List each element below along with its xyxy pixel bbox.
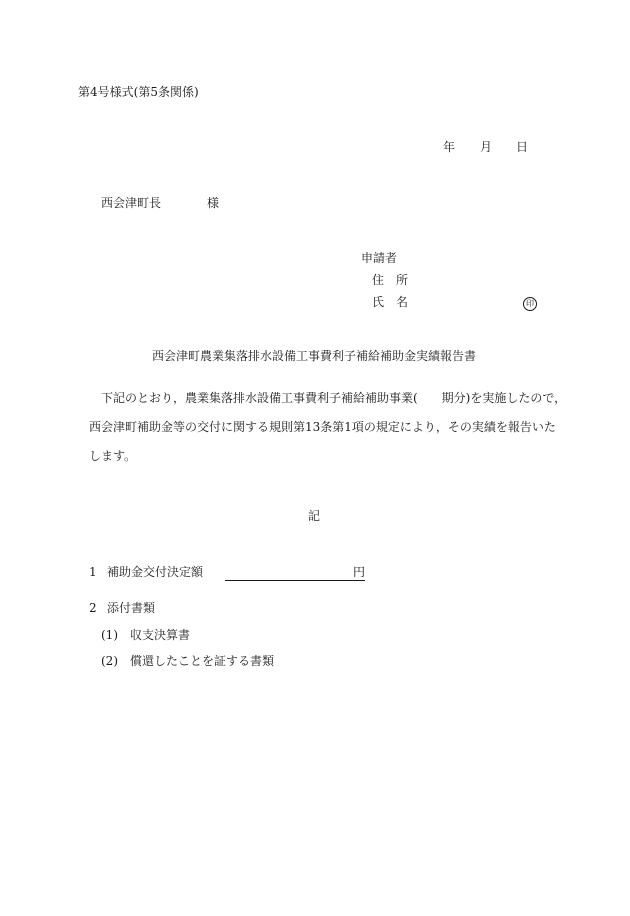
date-day: 日 <box>516 140 529 154</box>
report-title: 西会津町農業集落排水設備工事費利子補給補助金実績報告書 <box>152 349 477 363</box>
applicant-name-label: 氏 名 <box>372 295 409 309</box>
addressee-name: 西会津町長 <box>101 196 162 210</box>
seal-mark <box>523 294 537 311</box>
body-line-1: 下記のとおり，農業集落排水設備工事費利子補給補助事業( 期分)を実施したので， <box>101 391 567 405</box>
item2-number: 2 <box>89 601 97 615</box>
applicant-address-label: 住 所 <box>372 273 409 287</box>
amount-unit: 円 <box>353 565 366 579</box>
item1-label: 補助金交付決定額 <box>107 565 204 579</box>
item1-number: 1 <box>89 565 97 579</box>
applicant-label: 申請者 <box>361 251 398 265</box>
date-month: 月 <box>480 140 493 154</box>
sub1-label: 収支決算書 <box>130 628 191 642</box>
date-year: 年 <box>443 140 456 154</box>
sub2-label: 償還したことを証する書類 <box>130 654 275 668</box>
body-line-3: します。 <box>89 449 137 463</box>
amount-field <box>225 564 365 581</box>
item2-label: 添付書類 <box>107 601 156 615</box>
sub2-number: (2) <box>101 654 118 668</box>
addressee-honorific: 様 <box>207 196 220 210</box>
sub1-number: (1) <box>101 628 118 642</box>
form-number: 第4号様式(第5条関係) <box>78 85 199 99</box>
seal-circle: 印 <box>523 297 537 311</box>
ki-heading: 記 <box>308 509 321 523</box>
body-line-2: 西会津町補助金等の交付に関する規則第13条第1項の規定により，その実績を報告いた <box>89 420 556 434</box>
